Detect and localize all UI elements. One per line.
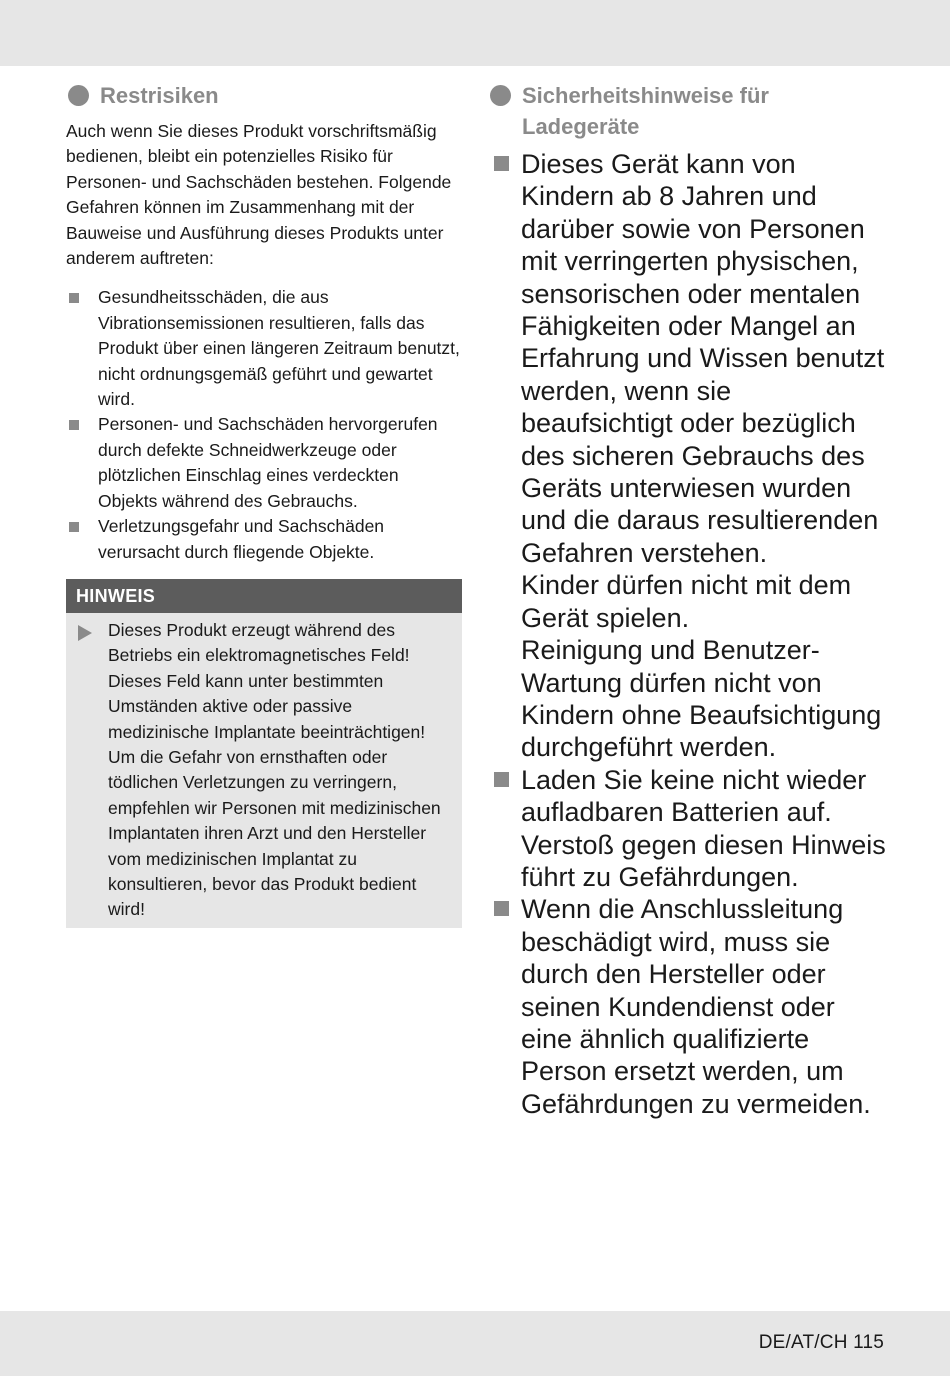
list-item-text: Verletzungsgefahr und Sachschäden verursacht durch fliegende Objekte. [98,516,385,562]
list-item [490,893,890,1120]
list-item-text: Reinigung und Benutzer-Wartung dürfen nicht von Kindern ohne Beaufsichtigung durchgeführt werden. [521,635,882,763]
section-heading-text: Restrisiken [100,83,219,108]
list-item-text: Gesundheitsschäden, die aus Vibrationsemissionen resultieren, falls das Produkt über einen längeren Zeitraum benutzt, nicht ordnungsgemäß geführt und gewartet wird. [98,287,460,410]
risk-list [66,285,462,564]
list-item [490,148,890,764]
header-band [0,0,950,66]
list-item [66,412,462,514]
intro-paragraph: Auch wenn Sie dieses Produkt vorschriftsmäßig bedienen, bleibt ein potenzielles Risiko für Personen- und Sachschäden bestehen. Folgende Gefahren können im Zusammenhang mit der Bauweise und Ausführung dieses Produkts unter anderem auftreten: [66,121,452,269]
square-bullet-icon [69,420,79,430]
square-bullet-icon [494,156,509,171]
list-item [66,285,462,412]
square-bullet-icon [69,522,79,532]
list-item-text: Kinder dürfen nicht mit dem Gerät spielen. [521,570,852,633]
list-item [66,514,462,565]
note-label: HINWEIS [66,579,462,613]
note-box [66,579,462,928]
arrow-right-icon [78,625,92,641]
note-body [66,613,462,928]
right-column [490,80,890,1120]
list-item-text: Dieses Gerät kann von Kindern ab 8 Jahren und darüber sowie von Personen mit verringerten physischen, sensorischen oder mentalen Fähigkeiten oder Mangel an Erfahrung und Wissen benutzt werden, wenn sie beaufsichtigt oder bezüglich des sicheren Gebrauchs des Geräts unterwiesen wurden und die daraus resultierenden Gefahren verstehen. [521,149,885,568]
safety-list [490,148,890,1120]
list-item-text: Laden Sie keine nicht wieder aufladbaren Batterien auf. Verstoß gegen diesen Hinweis führt zu Gefährdungen. [521,764,886,892]
section-heading-ladegeraete [490,80,890,142]
page-number: DE/AT/CH 115 [758,1332,884,1353]
bullet-dot-icon [68,85,89,106]
bullet-dot-icon [490,85,511,106]
list-item-text: Personen- und Sachschäden hervorgerufen durch defekte Schneidwerkzeuge oder plötzlichen Einschlag eines verdeckten Objekts während des Gebrauchs. [98,414,438,511]
list-item [490,764,890,894]
square-bullet-icon [69,293,79,303]
note-text: Dieses Produkt erzeugt während des Betriebs ein elektromagnetisches Feld! Dieses Feld kann unter bestimmten Umständen aktive oder passive medizinische Implantate beeinträchtigen! Um die Gefahr von ernsthaften oder tödlichen Verletzungen zu verringern, empfehlen wir Personen mit medizinischen Implantaten ihren Arzt und den Hersteller vom medizinischen Implantat zu konsultieren, bevor das Produkt bedient wird! [108,619,441,920]
list-item-text: Wenn die Anschlussleitung beschädigt wird, muss sie durch den Hersteller oder seinen Kundendienst oder eine ähnlich qualifizierte Person ersetzt werden, um Gefährdungen zu vermeiden. [521,894,871,1119]
square-bullet-icon [494,772,509,787]
left-column [66,80,462,928]
square-bullet-icon [494,901,509,916]
section-heading-text: Sicherheitshinweise für Ladegeräte [522,83,769,139]
section-heading-restrisiken [68,80,462,111]
